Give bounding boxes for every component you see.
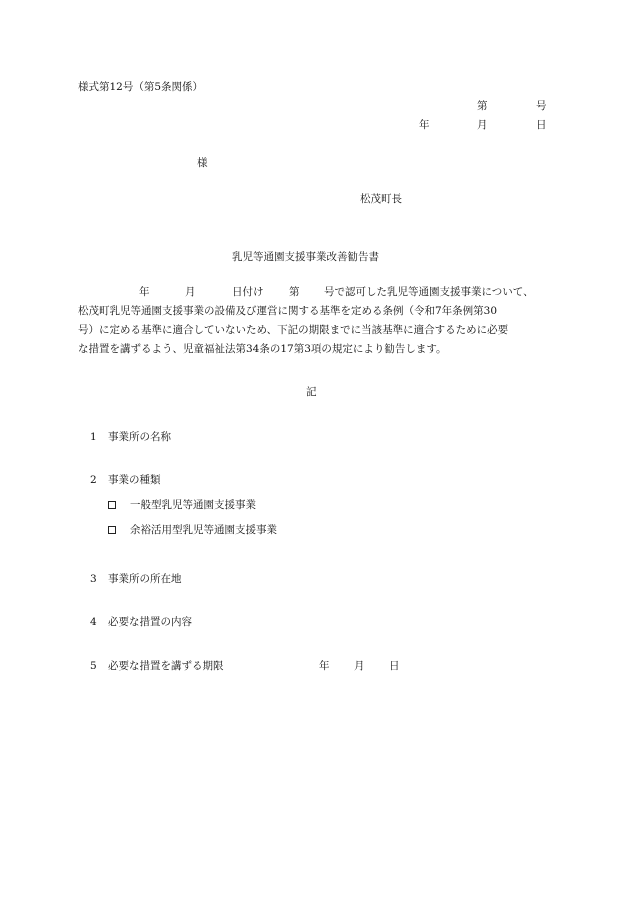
body-line-3: 号）に定める基準に適合していないため、下記の期限までに当該基準に適合するために必要 bbox=[78, 324, 509, 336]
addressee-suffix: 様 bbox=[197, 157, 208, 169]
business-type-label-general: 一般型乳児等通園支援事業 bbox=[130, 499, 256, 511]
business-type-label-surplus: 余裕活用型乳児等通園支援事業 bbox=[130, 524, 277, 536]
document-number-prefix: 第 bbox=[477, 100, 488, 112]
item-5-label: 必要な措置を講ずる期限 bbox=[108, 660, 224, 672]
document-title: 乳児等通園支援事業改善勧告書 bbox=[232, 251, 379, 263]
issue-date-year: 年 bbox=[419, 119, 430, 131]
item-5-number: 5 bbox=[90, 660, 97, 672]
item-3-label: 事業所の所在地 bbox=[108, 573, 182, 585]
body-line-1-year: 年 bbox=[139, 286, 150, 298]
item-1-label: 事業所の名称 bbox=[108, 431, 171, 443]
item-1-number: 1 bbox=[90, 431, 97, 443]
body-line-1-month: 月 bbox=[185, 286, 196, 298]
item-2-number: 2 bbox=[90, 474, 97, 486]
issue-date-month: 月 bbox=[477, 119, 488, 131]
form-number: 様式第12号（第5条関係） bbox=[78, 81, 204, 93]
body-line-1-dated: 日付け bbox=[232, 286, 264, 298]
deadline-month: 月 bbox=[354, 660, 365, 672]
deadline-day: 日 bbox=[389, 660, 400, 672]
issue-date-day: 日 bbox=[536, 119, 547, 131]
item-4-number: 4 bbox=[90, 616, 97, 628]
body-line-2: 松茂町乳児等通園支援事業の設備及び運営に関する基準を定める条例（令和7年条例第30 bbox=[78, 305, 498, 317]
issuer: 松茂町長 bbox=[360, 193, 402, 205]
body-line-1-no-prefix: 第 bbox=[289, 286, 300, 298]
body-line-1-rest: 号で認可した乳児等通園支援事業について、 bbox=[324, 286, 534, 298]
item-4-label: 必要な措置の内容 bbox=[108, 616, 192, 628]
deadline-year: 年 bbox=[319, 660, 330, 672]
item-2-label: 事業の種類 bbox=[108, 474, 161, 486]
business-type-checkbox-general[interactable] bbox=[108, 501, 116, 509]
item-3-number: 3 bbox=[90, 573, 97, 585]
body-line-4: な措置を講ずるよう、児童福祉法第34条の17第3項の規定により勧告します。 bbox=[78, 343, 447, 355]
business-type-checkbox-surplus[interactable] bbox=[108, 526, 116, 534]
document-number-suffix: 号 bbox=[536, 100, 547, 112]
ki-heading: 記 bbox=[306, 386, 317, 398]
